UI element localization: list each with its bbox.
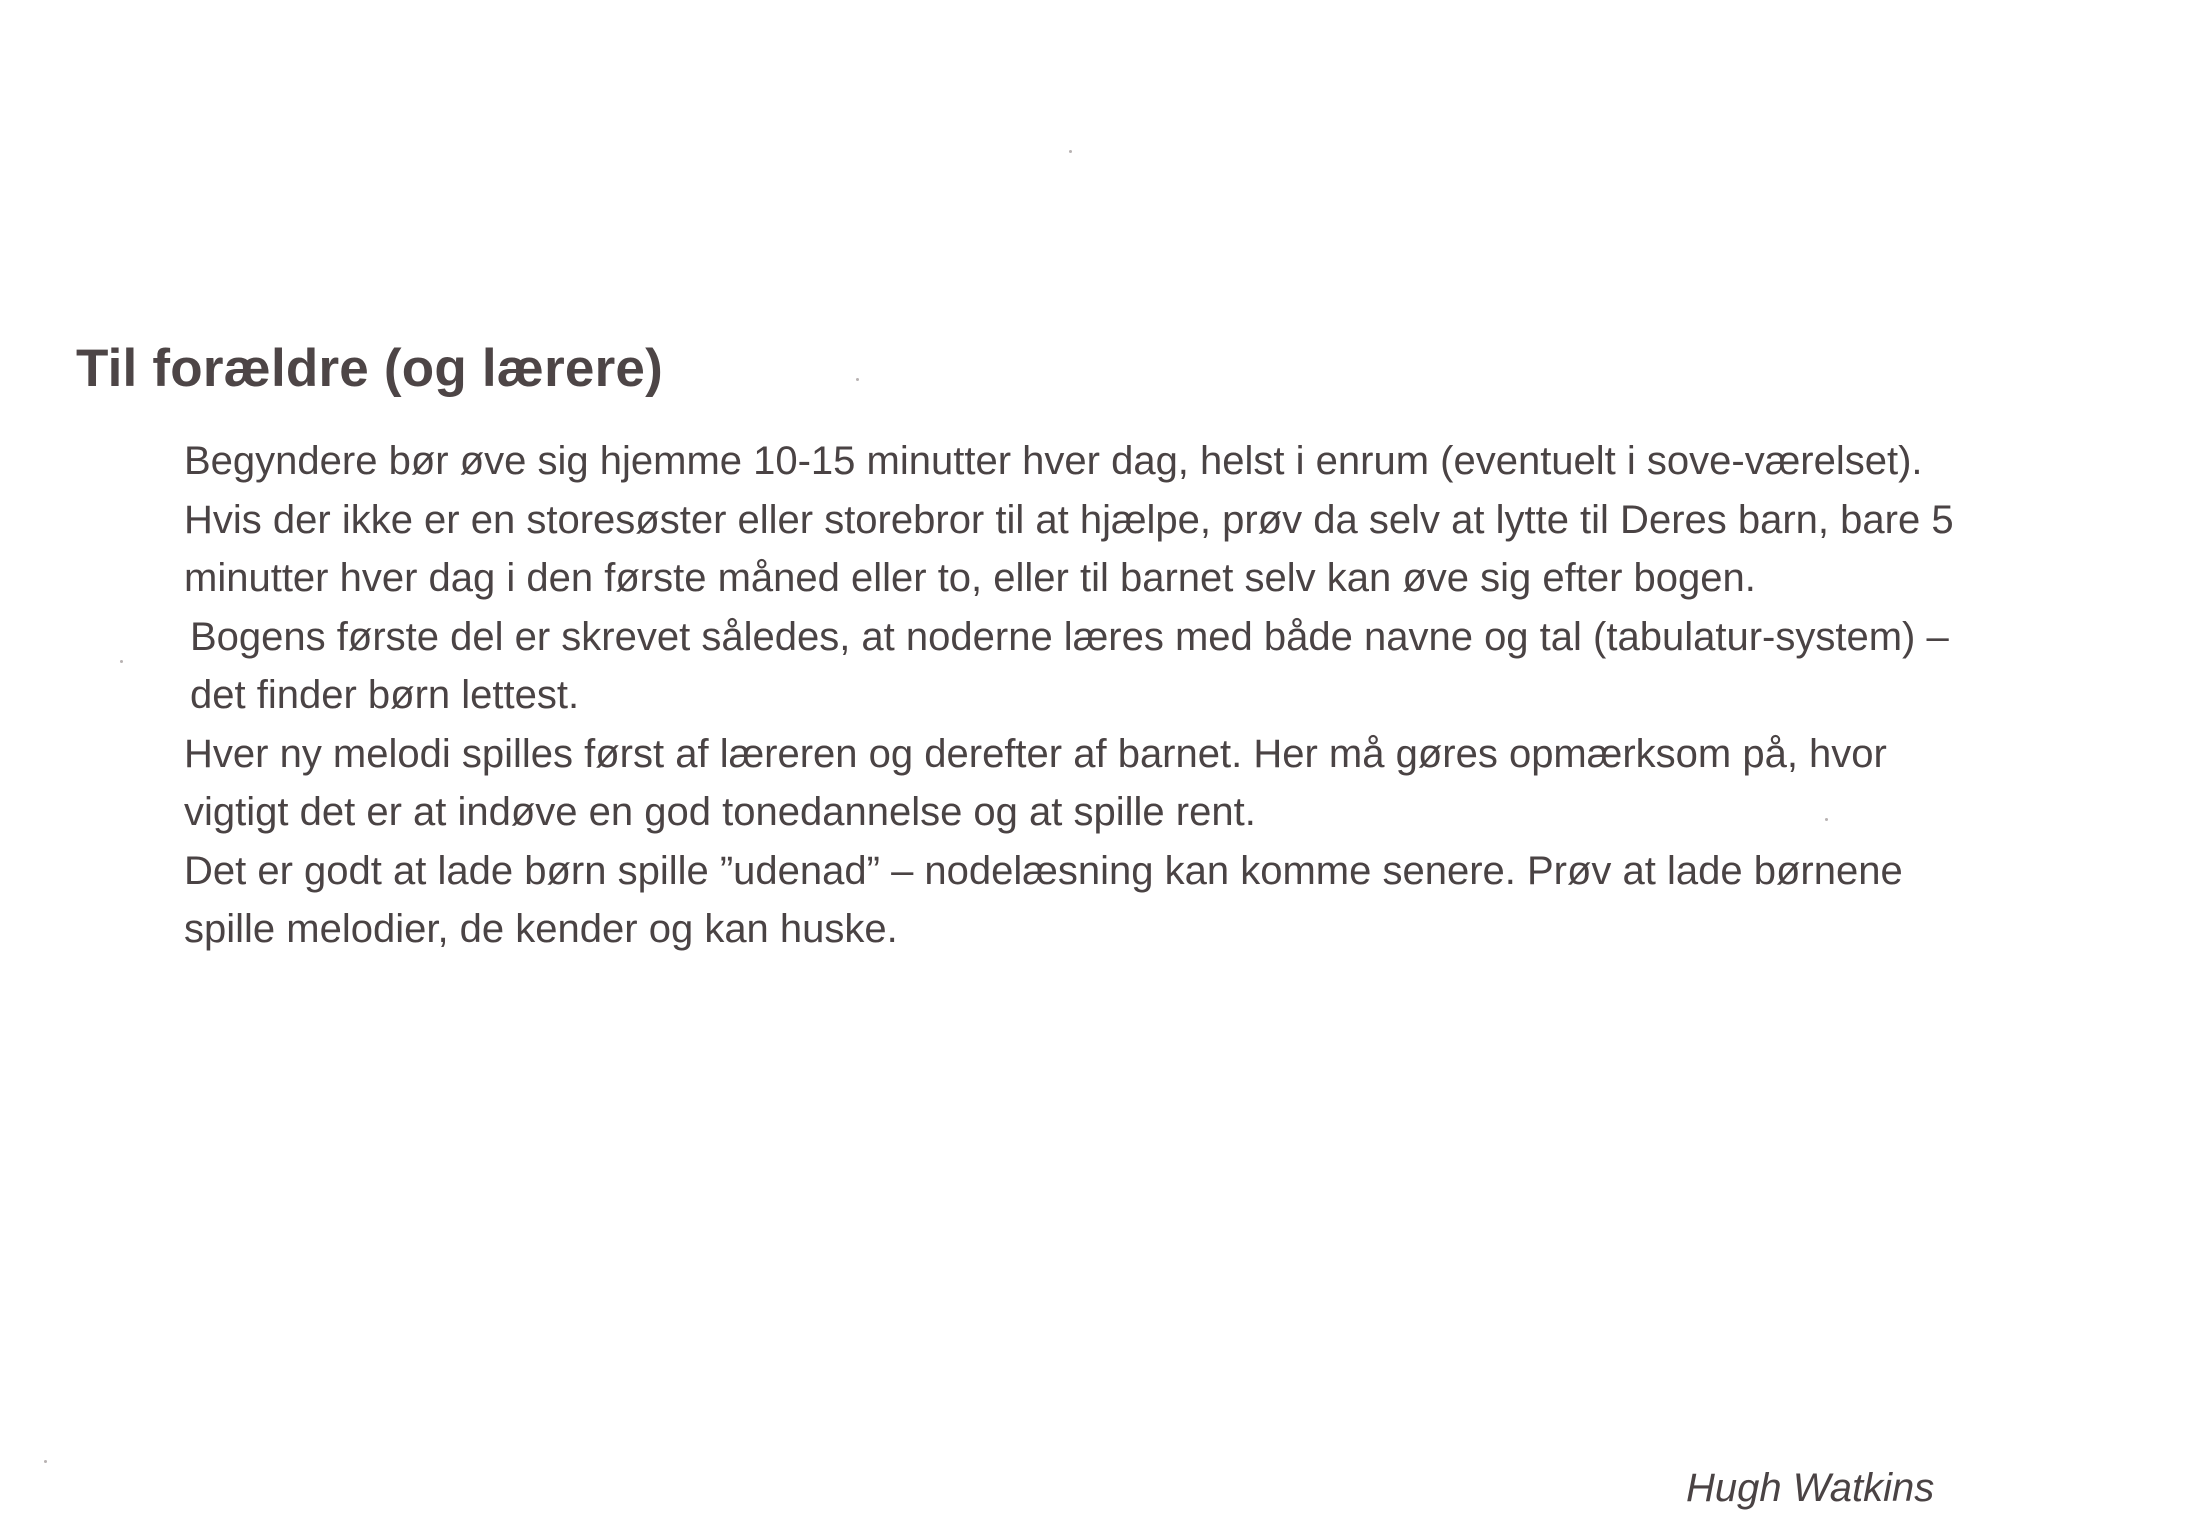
paragraph-listening: Hvis der ikke er en storesøster eller storebror til at hjælpe, prøv da selv at lytte til Deres barn, bare 5 minutter hver dag i den første måned eller to, eller til barnet selv kan øve sig efter bogen. xyxy=(184,497,1954,600)
paragraph-tablature: Bogens første del er skrevet således, at noderne læres med både navne og tal (tabulatur-system) – det finder børn lettest. xyxy=(190,614,1949,717)
scan-speck xyxy=(44,1460,47,1463)
paragraph-by-heart: Det er godt at lade børn spille ”udenad” – nodelæsning kan komme senere. Prøv at lade børnene spille melodier, de kender og kan huske. xyxy=(184,848,1903,951)
scan-speck xyxy=(1825,818,1828,821)
paragraph-melody: Hver ny melodi spilles først af læreren og derefter af barnet. Her må gøres opmærksom på, hvor vigtigt det er at indøve en god tonedannelse og at spille rent. xyxy=(184,731,1887,834)
paragraph-practice: Begyndere bør øve sig hjemme 10-15 minutter hver dag, helst i enrum (eventuelt i sove-værelset). xyxy=(184,439,1923,483)
author-signature: Hugh Watkins xyxy=(1686,1466,1935,1510)
scan-speck xyxy=(1069,150,1072,153)
page-title: Til forældre (og lærere) xyxy=(76,339,663,398)
scan-speck xyxy=(120,660,123,663)
body-text xyxy=(184,432,1974,959)
scan-speck xyxy=(856,378,859,381)
